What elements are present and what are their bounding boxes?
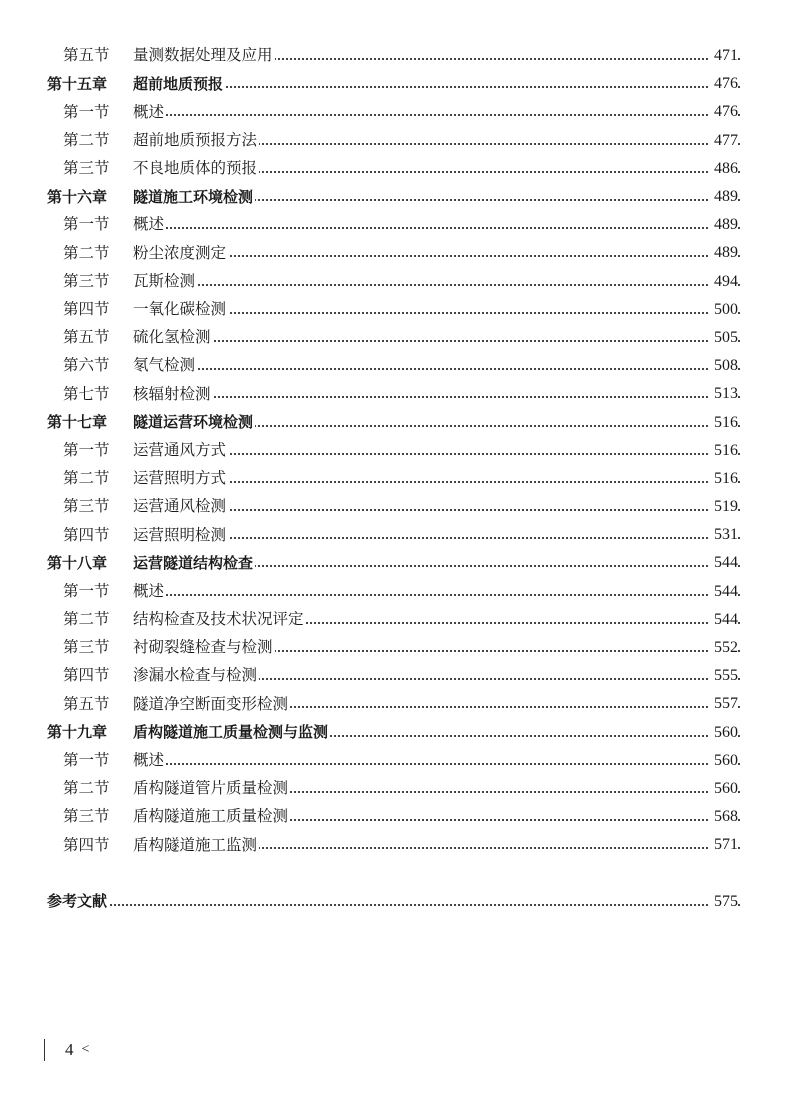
toc-section-row[interactable] (0, 803, 790, 831)
page-number: 4 (65, 1040, 74, 1059)
toc-chapter-row[interactable] (0, 408, 790, 436)
toc-page-number: 560 (710, 753, 738, 769)
chapter-title: 隧道运营环境检测 (133, 413, 254, 432)
section-title: 量测数据处理及应用 (133, 46, 273, 65)
toc-page-number: 505 (710, 330, 738, 346)
section-number: 第四节 (63, 525, 110, 544)
section-number: 第三节 (63, 271, 110, 290)
section-number: 第二节 (63, 469, 110, 488)
toc-chapter-row[interactable] (0, 70, 790, 98)
footer-rule (44, 1039, 45, 1061)
dot-leader (47, 904, 740, 906)
table-of-contents (0, 42, 790, 916)
chapter-number: 第十五章 (47, 74, 108, 93)
toc-section-row[interactable] (0, 690, 790, 718)
section-number: 第四节 (63, 300, 110, 319)
toc-page-number: 560 (710, 725, 738, 741)
section-number: 第二节 (63, 130, 110, 149)
toc-section-row[interactable] (0, 155, 790, 183)
toc-page-number: 571 (710, 837, 738, 853)
toc-section-row[interactable] (0, 606, 790, 634)
toc-page-number: 544 (710, 584, 738, 600)
toc-section-row[interactable] (0, 634, 790, 662)
section-title: 结构检查及技术状况评定 (133, 610, 304, 629)
section-title: 运营照明方式 (133, 469, 227, 488)
section-title: 不良地质体的预报 (133, 159, 258, 178)
toc-chapter-row[interactable] (0, 719, 790, 747)
section-title: 运营通风检测 (133, 497, 227, 516)
section-title: 盾构隧道管片质量检测 (133, 779, 289, 798)
section-number: 第二节 (63, 779, 110, 798)
section-title: 核辐射检测 (133, 384, 211, 403)
chapter-number: 第十六章 (47, 187, 108, 206)
section-title: 一氧化碳检测 (133, 300, 227, 319)
toc-page-number: 508 (710, 358, 738, 374)
section-number: 第四节 (63, 666, 110, 685)
toc-page-number: 519 (710, 499, 738, 515)
section-number: 第三节 (63, 638, 110, 657)
section-number: 第六节 (63, 356, 110, 375)
section-title: 氡气检测 (133, 356, 196, 375)
toc-chapter-row[interactable] (0, 183, 790, 211)
dot-leader (133, 396, 740, 398)
chapter-title: 超前地质预报 (133, 74, 224, 93)
section-number: 第一节 (63, 102, 110, 121)
section-number: 第五节 (63, 46, 110, 65)
toc-section-row[interactable] (0, 437, 790, 465)
section-number: 第一节 (63, 440, 110, 459)
section-title: 运营通风方式 (133, 440, 227, 459)
section-title: 概述 (133, 581, 165, 600)
section-number: 第五节 (63, 328, 110, 347)
toc-section-row[interactable] (0, 493, 790, 521)
toc-page-number: 575 (710, 894, 738, 910)
section-number: 第一节 (63, 581, 110, 600)
toc-section-row[interactable] (0, 98, 790, 126)
dot-leader (133, 284, 740, 286)
dot-leader (133, 227, 740, 229)
section-title: 概述 (133, 751, 165, 770)
chapter-number: 第十八章 (47, 553, 108, 572)
toc-section-row[interactable] (0, 268, 790, 296)
toc-page-number: 494 (710, 274, 738, 290)
toc-section-row[interactable] (0, 42, 790, 70)
section-number: 第四节 (63, 835, 110, 854)
toc-section-row[interactable] (0, 578, 790, 606)
section-number: 第五节 (63, 694, 110, 713)
chapter-number: 第十九章 (47, 723, 108, 742)
chapter-title: 运营隧道结构检查 (133, 553, 254, 572)
toc-page-number: 477 (710, 133, 738, 149)
toc-page-number: 552 (710, 640, 738, 656)
chapter-title: 盾构隧道施工质量检测与监测 (133, 723, 329, 742)
section-title: 盾构隧道施工监测 (133, 835, 258, 854)
section-number: 第三节 (63, 807, 110, 826)
chapter-title: 隧道施工环境检测 (133, 187, 254, 206)
toc-section-row[interactable] (0, 662, 790, 690)
section-title: 渗漏水检查与检测 (133, 666, 258, 685)
references-title: 参考文献 (47, 892, 108, 911)
section-title: 盾构隧道施工质量检测 (133, 807, 289, 826)
section-title: 隧道净空断面变形检测 (133, 694, 289, 713)
toc-page-number: 489 (710, 245, 738, 261)
toc-references-row[interactable] (0, 887, 790, 915)
toc-page-number: 568 (710, 809, 738, 825)
section-number: 第一节 (63, 751, 110, 770)
section-title: 粉尘浓度测定 (133, 243, 227, 262)
section-title: 运营照明检测 (133, 525, 227, 544)
toc-page-number: 471 (710, 48, 738, 64)
toc-page-number: 555 (710, 668, 738, 684)
toc-page-number: 544 (710, 555, 738, 571)
toc-section-row[interactable] (0, 352, 790, 380)
toc-chapter-row[interactable] (0, 549, 790, 577)
toc-page-number: 489 (710, 189, 738, 205)
toc-page-number: 513 (710, 386, 738, 402)
page-footer (44, 1038, 89, 1062)
toc-page-number: 516 (710, 443, 738, 459)
section-number: 第三节 (63, 159, 110, 178)
toc-page-number: 500 (710, 302, 738, 318)
section-title: 概述 (133, 215, 165, 234)
section-title: 超前地质预报方法 (133, 130, 258, 149)
dot-leader (133, 368, 740, 370)
toc-section-row[interactable] (0, 127, 790, 155)
toc-section-row[interactable] (0, 747, 790, 775)
toc-page-number: 486 (710, 161, 738, 177)
dot-leader (133, 763, 740, 765)
toc-page-number: 476 (710, 104, 738, 120)
toc-section-row[interactable] (0, 775, 790, 803)
footer-arrow-icon: < (81, 1042, 90, 1057)
section-number: 第七节 (63, 384, 110, 403)
toc-page-number: 516 (710, 415, 738, 431)
toc-page-number: 476 (710, 76, 738, 92)
toc-page-number: 516 (710, 471, 738, 487)
toc-section-row[interactable] (0, 380, 790, 408)
toc-page-number: 489 (710, 217, 738, 233)
toc-page-number: 560 (710, 781, 738, 797)
section-title: 硫化氢检测 (133, 328, 211, 347)
toc-page-number: 544 (710, 612, 738, 628)
section-title: 概述 (133, 102, 165, 121)
section-number: 第二节 (63, 610, 110, 629)
toc-section-row[interactable] (0, 465, 790, 493)
section-number: 第一节 (63, 215, 110, 234)
chapter-number: 第十七章 (47, 413, 108, 432)
toc-section-row[interactable] (0, 324, 790, 352)
section-number: 第三节 (63, 497, 110, 516)
dot-leader (133, 114, 740, 116)
section-number: 第二节 (63, 243, 110, 262)
dot-leader (133, 340, 740, 342)
section-title: 衬砌裂缝检查与检测 (133, 638, 273, 657)
toc-section-row[interactable] (0, 296, 790, 324)
toc-section-row[interactable] (0, 521, 790, 549)
toc-section-row[interactable] (0, 239, 790, 267)
toc-section-row[interactable] (0, 211, 790, 239)
section-title: 瓦斯检测 (133, 271, 196, 290)
toc-page-number: 557 (710, 696, 738, 712)
toc-page-number: 531 (710, 527, 738, 543)
toc-section-row[interactable] (0, 831, 790, 859)
dot-leader (133, 594, 740, 596)
